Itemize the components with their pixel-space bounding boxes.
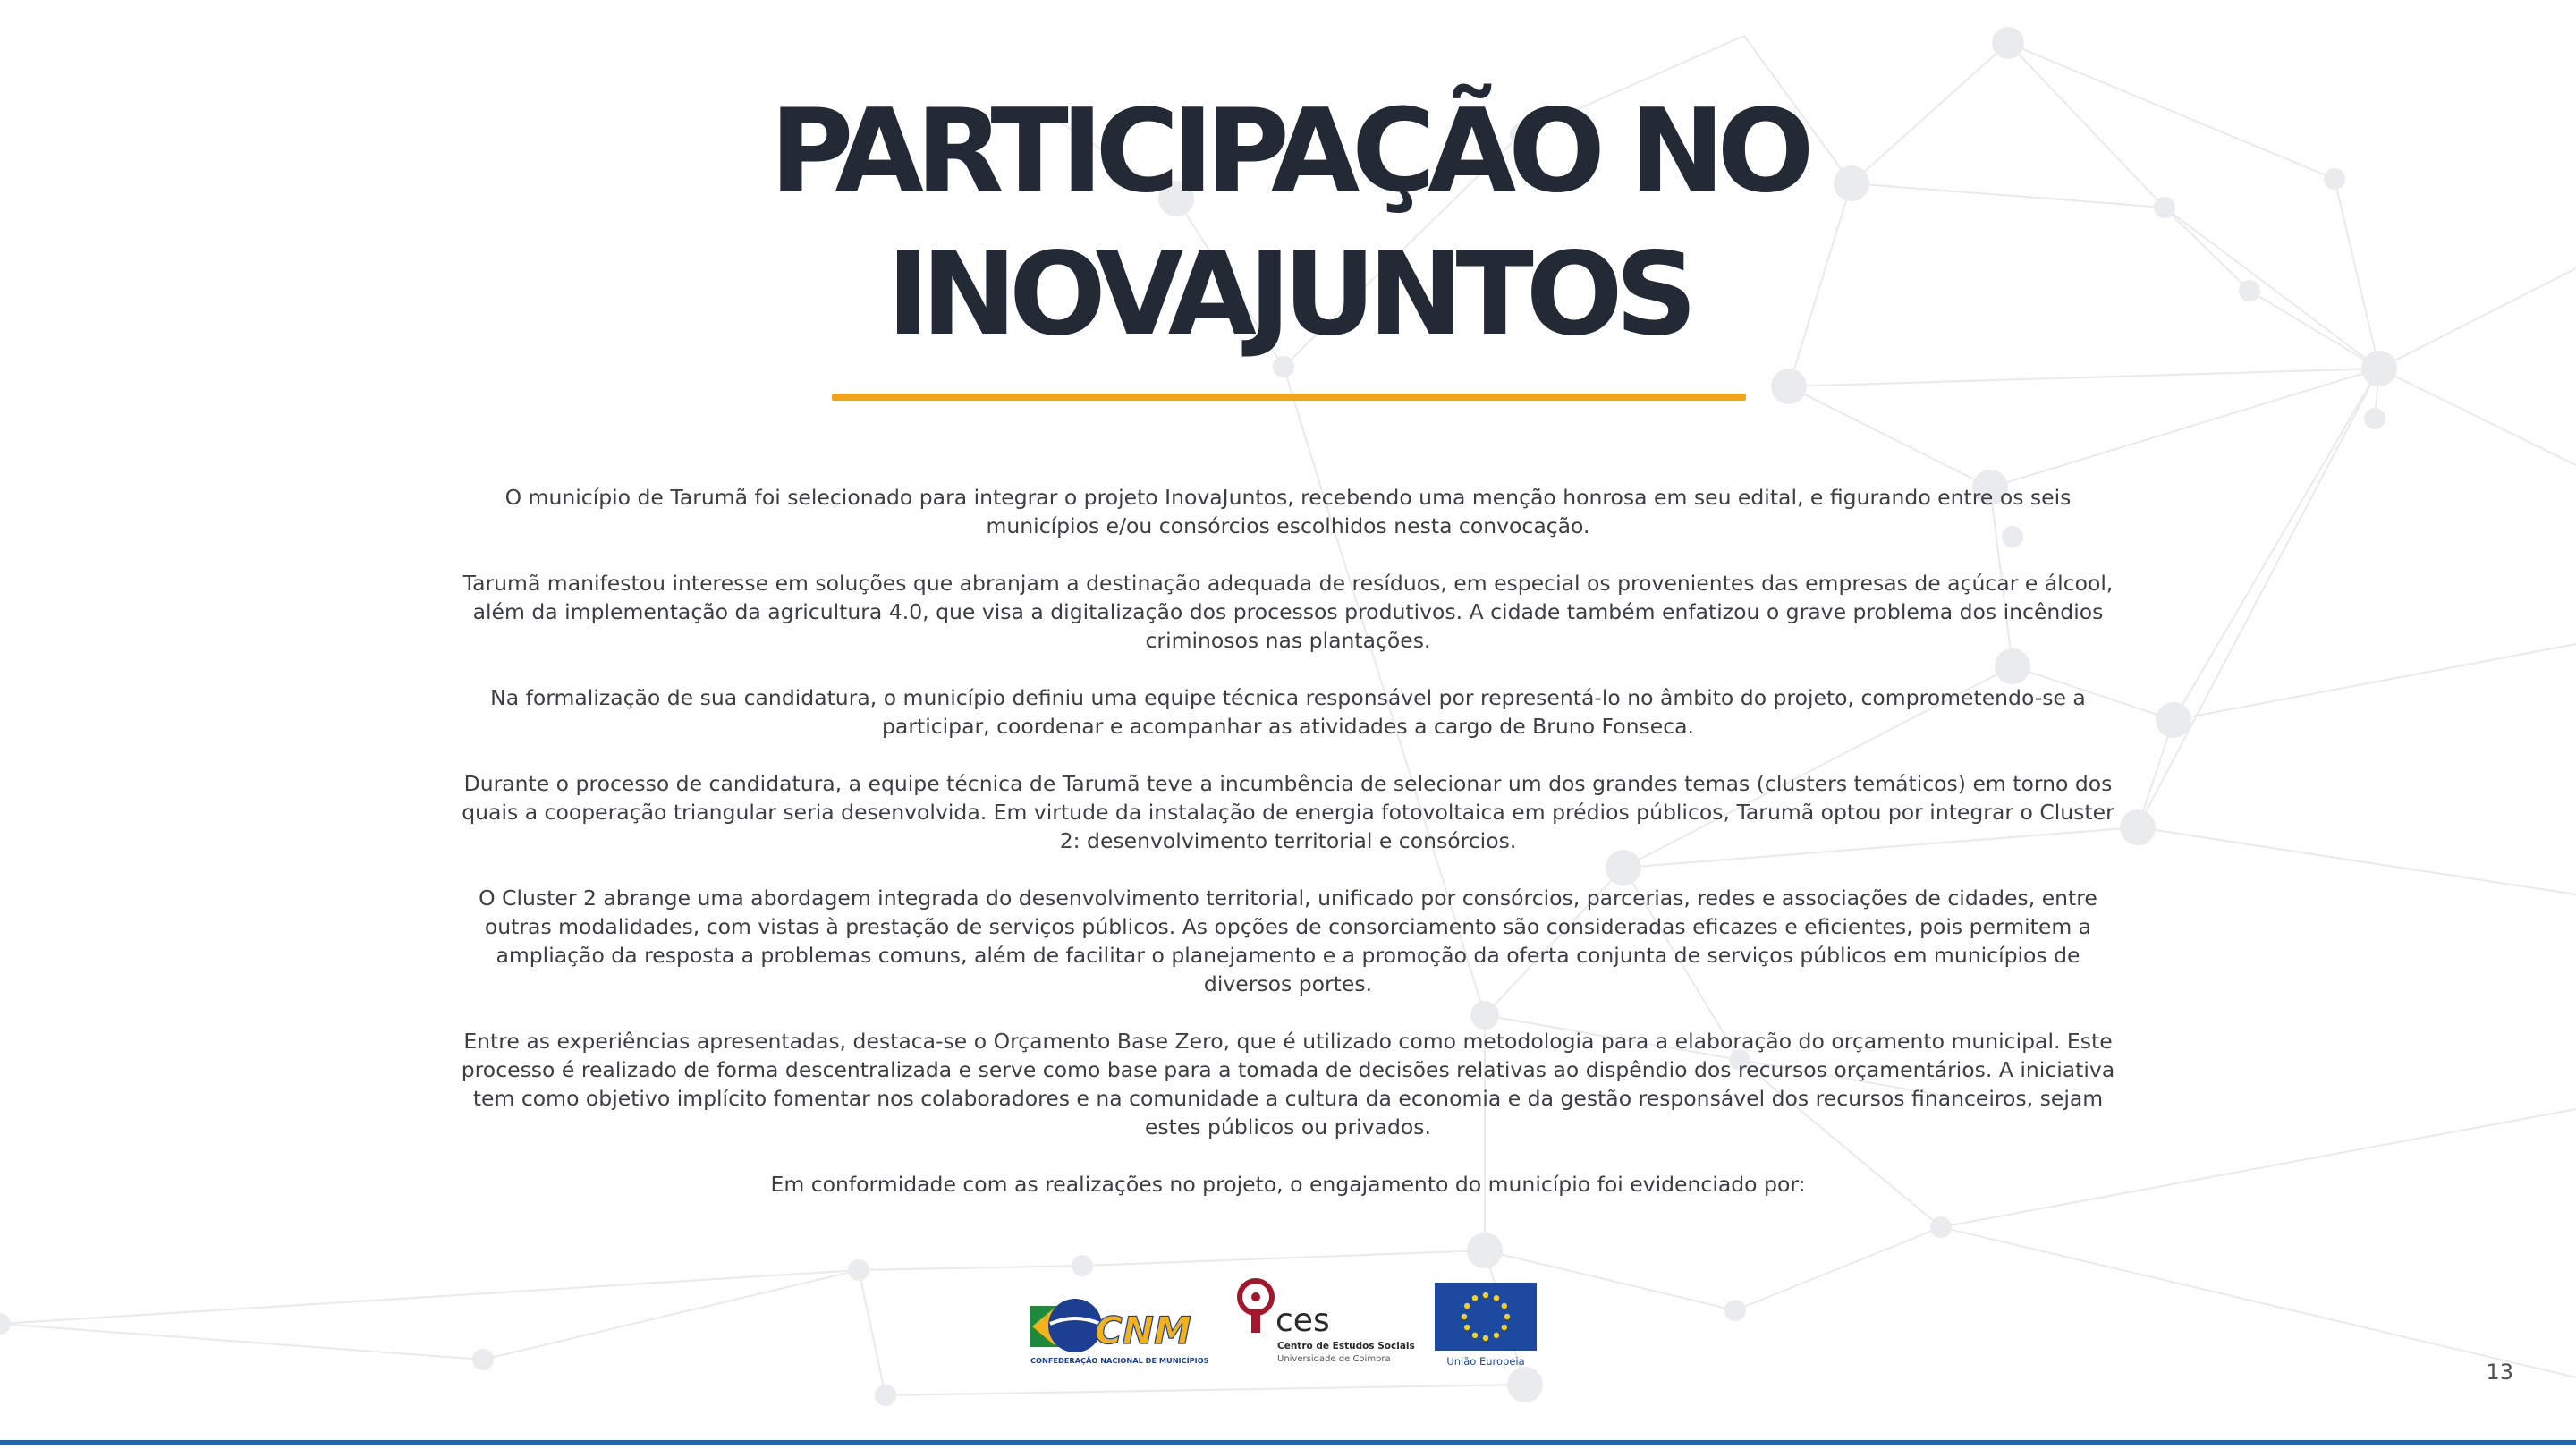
partner-logos — [1029, 1277, 1547, 1376]
cnm-caption: CONFEDERAÇÃO NACIONAL DE MUNICÍPIOS — [1030, 1356, 1209, 1365]
page-number: 13 — [2486, 1360, 2513, 1385]
paragraph: Durante o processo de candidatura, a equipe técnica de Tarumã teve a incumbência de selecionar um dos grandes temas (clusters temáticos) em torno dos quais a cooperação triangular seria desenvolvida. Em virtude da instalação de energia fotovoltaica em prédios públicos, Tarumã optou por integrar o Cluster 2: desenvolvimento territorial e consórcios. — [462, 771, 2114, 853]
ces-line2: Universidade de Coimbra — [1277, 1354, 1391, 1364]
paragraph: O município de Tarumã foi selecionado para integrar o projeto InovaJuntos, recebendo uma menção honrosa em seu edital, e figurando entre os seis municípios e/ou consórcios escolhidos nesta convocação. — [504, 485, 2072, 538]
body-text — [452, 483, 2124, 1227]
cnm-logo — [1029, 1293, 1209, 1367]
bottom-rule — [0, 1440, 2576, 1445]
ces-line1: Centro de Estudos Sociais — [1277, 1341, 1415, 1352]
paragraph: Em conformidade com as realizações no projeto, o engajamento do município foi evidenciado por: — [770, 1172, 1806, 1197]
slide-title: PARTICIPAÇÃO NO INOVAJUNTOS — [769, 85, 1807, 361]
paragraph: Na formalização de sua candidatura, o município definiu uma equipe técnica responsável por representá-lo no âmbito do projeto, comprometendo-se a participar, coordenar e acompanhar as atividades a cargo de Bruno Fonseca. — [490, 685, 2086, 739]
title-underline — [832, 394, 1746, 401]
eu-caption: União Europeia — [1446, 1355, 1525, 1368]
paragraph: Entre as experiências apresentadas, destaca-se o Orçamento Base Zero, que é utilizado como metodologia para a elaboração do orçamento municipal. Este processo é realizado de forma descentralizada e serve como base para a tomada de decisões relativas ao dispêndio dos recursos orçamentários. A iniciativa tem como objetivo implícito fomentar nos colaboradores e na comunidade a cultura da economia e da gestão responsável dos recursos financeiros, sejam estes públicos ou privados. — [461, 1029, 2115, 1140]
ces-wordmark: ces — [1275, 1302, 1330, 1339]
cnm-wordmark: CNM — [1095, 1309, 1191, 1352]
eu-logo — [1433, 1283, 1540, 1368]
paragraph: O Cluster 2 abrange uma abordagem integrada do desenvolvimento territorial, unificado por consórcios, parcerias, redes e associações de cidades, entre outras modalidades, com vistas à prestação de serviços públicos. As opções de consorciamento são consideradas eficazes e eficientes, pois permitem a ampliação da resposta a problemas comuns, além de facilitar o planejamento e a promoção da oferta conjunta de serviços públicos em municípios de diversos portes. — [479, 886, 2097, 996]
paragraph: Tarumã manifestou interesse em soluções que abranjam a destinação adequada de resíduos, em especial os provenientes das empresas de açúcar e álcool, além da implementação da agricultura 4.0, que visa a digitalização dos processos produtivos. A cidade também enfatizou o grave problema dos incêndios criminosos nas plantações. — [462, 571, 2114, 653]
ces-logo — [1236, 1277, 1415, 1367]
